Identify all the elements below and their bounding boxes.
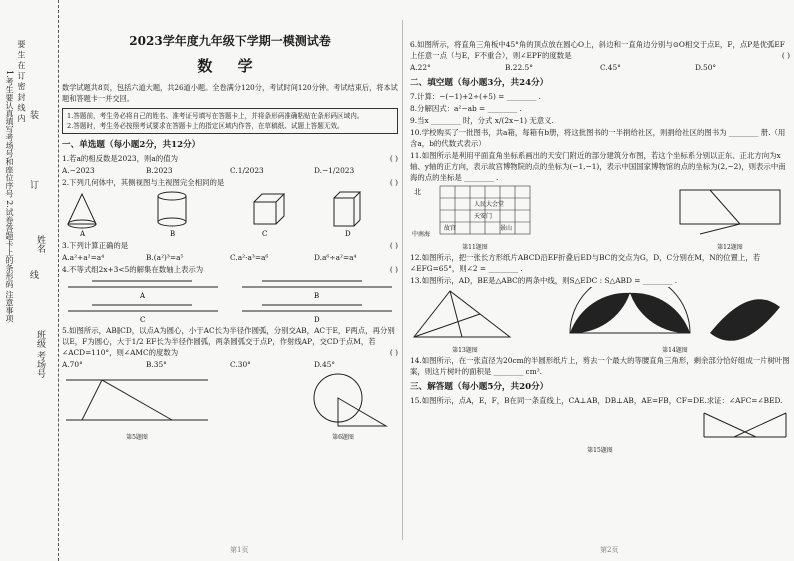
q2-label-c: C (262, 230, 268, 238)
right-column (410, 38, 790, 454)
q11-q12-figures (410, 184, 790, 251)
q5-stem: 5.如图所示，AB∥CD，以点A为圆心，小于AC长为半径作圆弧，分别交AB，AC于E，F两点，再分别以E，F为圆心，大于1/2 EF长为半径作圆弧，两条圆弧交于点P，作射线AP，交CD于点M，若∠ACD=110°，则∠AMC的度数为 ( ) (62, 326, 398, 357)
q1-option-b: B.2023 (146, 166, 173, 175)
left-column (62, 28, 398, 441)
map-label-tiananmen: 天安门 (474, 213, 493, 220)
q1-option-c: C.1/2023 (230, 166, 264, 175)
note-2: 2.答题时，考生务必按照考试要求在答题卡上的指定区域内作答，在草稿纸、试题上答题无效。 (67, 122, 344, 130)
q1-option-d: D.−1/2023 (314, 166, 355, 175)
q15-figure-wrap (410, 407, 790, 454)
seal-char-1: 装 (28, 110, 38, 119)
map-label-jingshan: 景山 (500, 225, 513, 232)
q2-solids-figure (62, 190, 398, 238)
cone-icon (68, 194, 96, 228)
q6-option-a: A.22° (410, 63, 431, 72)
binding-notes: 1.考生要认真填写考场号和座位序号 2.试卷答题卡上的条形码 注意事项 (5, 70, 14, 323)
q5-q6-figures (62, 370, 398, 441)
fig12-caption: 第12题图 (717, 244, 743, 251)
section-1-heading: 一、单选题（每小题2分，共12分） (62, 140, 201, 150)
binding-warning: 要 生 在 订 密 封 线 内 (17, 40, 26, 122)
q12: 12.如图所示，把一张长方形纸片ABCD沿EF折叠后ED与BC的交点为G，D，C分别在M，N的位置上，若∠EFG=65°，则∠2 = ________ . (410, 253, 761, 273)
fig14-caption: 第14题图 (662, 347, 688, 354)
q2-label-d: D (345, 230, 351, 238)
fig11-caption: 第11题图 (462, 244, 488, 251)
q3-option-d: D.a⁶÷a²=a⁴ (314, 253, 357, 262)
fig13-triangle-medians (410, 287, 520, 341)
fig5-parallel-lines (62, 370, 212, 428)
fig13-caption: 第13题图 (452, 347, 478, 354)
q10: 10.学校购买了一批图书，共a箱，每箱有b册，将这批图书的一半捐给社区，则捐给社区的图书为 ________ 册.（用含a，b的代数式表示） (410, 128, 786, 148)
map-label-hall: 人民大会堂 (474, 201, 505, 208)
q4-stem: 4.不等式组2x+3<5的解集在数轴上表示为 ( ) (62, 265, 398, 274)
q4-label-d: D (314, 316, 320, 323)
q14: 14.如图所示，在一张直径为20cm的半圆形纸片上，剪去一个最大的等腰直角三角形，剩余部分恰好组成一片树叶图案，则这片树叶的面积是 ________ cm². (410, 356, 790, 376)
q7: 7.计算：−(−1)+2÷(+5) = ________ . (410, 92, 541, 101)
q3-option-c: C.a²·a³=a⁶ (230, 253, 269, 262)
north-label: 北 (414, 188, 421, 196)
q3-option-b: B.(a²)³=a⁵ (146, 253, 184, 262)
q6-option-b: B.22.5° (505, 63, 533, 72)
class-label: 班级 考场号 (35, 330, 45, 378)
q2-label-a: A (80, 230, 86, 238)
q9: 9.当x ________ 时，分式 x/(2x−1) 无意义. (410, 116, 554, 125)
fig15-figure (700, 407, 790, 441)
q2-stem: 2.下列几何体中，其侧视图与主视图完全相同的是 ( ) (62, 178, 398, 187)
q5-option-d: D.45° (314, 360, 336, 369)
q11: 11.如图所示是利用平面直角坐标系画出的天安门附近的部分建筑分布图，若这个坐标系分别以正东、正北方向为x轴、y轴的正方向，表示故宫博物院的点的坐标为(−1,−1)，表示中国国家博物馆的点的坐标为(2,−2)，则表示中南海的点的坐标是 ________ . (410, 151, 786, 182)
q5-option-c: C.30° (230, 360, 251, 369)
q5-options (62, 359, 398, 370)
q2-label-b: B (170, 230, 176, 238)
section-3-heading: 三、解答题（每小题5分，共20分） (410, 382, 549, 392)
q6-stem: 6.如图所示，将直角三角板中45°角的顶点放在圆心O上，斜边和一直角边分别与⊙O相交于点E，F，点P是优弧EF上任意一点（与E，F不重合），则∠EPF的度数是 ( ) (410, 40, 790, 60)
exam-title: 2023学年度九年级下学期一模测试卷 (129, 34, 331, 48)
fig6-caption: 第6题图 (332, 434, 354, 441)
subject-title: 数 学 (197, 57, 263, 75)
q4-label-c: C (140, 316, 146, 323)
notes-box (62, 108, 398, 134)
q5-option-b: B.35° (146, 360, 167, 369)
fig14-leaf-figure (560, 287, 790, 341)
page-divider (402, 20, 403, 540)
q6-options (410, 62, 790, 73)
q13-q14-figures (410, 287, 790, 354)
footer-left: 第1页 (230, 546, 249, 554)
q5-option-a: A.70° (62, 360, 83, 369)
exam-intro: 数学试题共8页，包括六道大题，共26道小题。全卷满分120分，考试时间120分钟。考试结束后，将本试题和答题卡一并交回。 (62, 83, 398, 103)
section-2-heading: 二、填空题（每小题3分，共24分） (410, 78, 549, 88)
fig11-map-grid (410, 184, 540, 238)
seal-char-3: 线 (28, 270, 38, 279)
map-label-zhongnanhai: 中南海 (412, 231, 431, 238)
cylinder-icon (158, 192, 186, 226)
q4-number-lines (62, 277, 398, 323)
footer-right: 第2页 (600, 546, 619, 554)
q3-stem: 3.下列计算正确的是 ( ) (62, 241, 398, 250)
q1-options (62, 165, 398, 176)
q1-option-a: A.−2023 (62, 166, 95, 175)
binding-margin (0, 0, 59, 561)
q3-options (62, 252, 398, 263)
map-label-palace: 故宫 (444, 225, 457, 232)
q3-option-a: A.a²+a²=a⁴ (62, 253, 105, 262)
q1-stem: 1.若a的相反数是2023，则a的值为 ( ) (62, 154, 398, 163)
q6-option-d: D.50° (695, 63, 717, 72)
cube-icon (254, 194, 284, 224)
seal-char-2: 订 (28, 180, 38, 189)
q13: 13.如图所示，AD，BE是△ABC的两条中线，则S△EDC : S△ABD = ________ . (410, 276, 678, 285)
note-1: 1.答题前，考生务必将自己的姓名、准考证号填写在答题卡上，并将条形码准确粘贴在条形码区域内。 (67, 112, 364, 120)
q4-label-b: B (314, 292, 320, 300)
q8: 8.分解因式：a²−ab = ________ . (410, 104, 522, 113)
prism-icon (334, 192, 360, 226)
fig6-circle-triangle (288, 370, 398, 428)
fig12-folded-rectangle (670, 184, 790, 238)
q4-label-a: A (140, 292, 146, 300)
fig5-caption: 第5题图 (126, 434, 148, 441)
name-label: 姓名 (35, 235, 45, 253)
q15: 15.如图所示，点A，E，F，B在同一条直线上，CA⊥AB，DB⊥AB，AE=FB，CF=DE.求证：∠AFC=∠BED. (410, 396, 783, 405)
fig15-caption: 第15题图 (587, 447, 613, 454)
q6-option-c: C.45° (600, 63, 621, 72)
